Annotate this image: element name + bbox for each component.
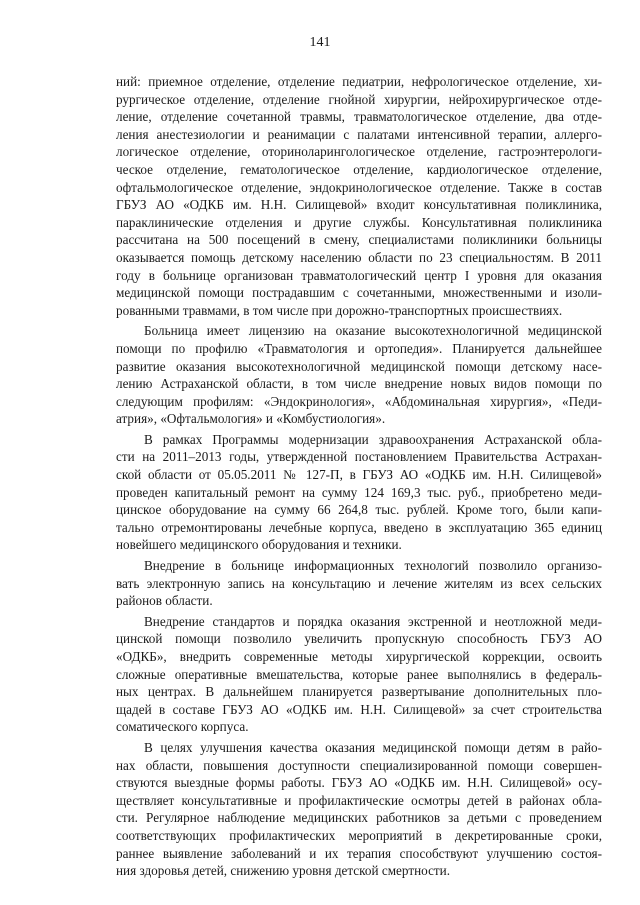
text-line: вать электронную запись на консультацию и лечение жителям из всех сельских	[116, 575, 602, 591]
body-text	[116, 73, 602, 883]
text-line: ных центрах. В дальнейшем планируется развертывание дополнительных пло-	[116, 684, 602, 700]
text-line: «ОДКБ», внедрить современные методы хирургической коррекции, освоить	[116, 649, 602, 664]
text-line: следующим профилям: «Эндокринология», «Абдоминальная хирургия», «Педи-	[116, 393, 602, 409]
text-line: новейшего медицинского оборудования и техники.	[116, 537, 402, 553]
paragraph	[116, 557, 602, 610]
text-line: ствуются выездные формы работы. ГБУЗ АО «ОДКБ им. Н.Н. Силищевой» осу-	[116, 775, 602, 791]
text-line: цинской помощи позволило увеличить пропускную способность ГБУЗ АО	[116, 631, 602, 647]
paragraph	[116, 431, 602, 554]
text-line: рассчитана на 500 посещений в смену, специалистами поликлиники больницы	[116, 232, 602, 248]
text-line: помощи по профилю «Травматология и ортопедия». Планируется дальнейшее	[116, 340, 602, 356]
text-line: цинское оборудование на сумму 66 264,8 тыс. рублей. Кроме того, были капи-	[116, 502, 602, 518]
paragraph	[116, 739, 602, 880]
text-line: В целях улучшения качества оказания медицинской помощи детям в райо-	[144, 739, 602, 755]
text-line: ГБУЗ АО «ОДКБ им. Н.Н. Силищевой» входит консультативная поликлиника,	[116, 197, 602, 213]
text-line: Больница имеет лицензию на оказание высокотехнологичной медицинской	[144, 323, 602, 339]
text-line: тально отремонтированы лечебные корпуса, введено в эксплуатацию 365 единиц	[116, 519, 602, 535]
text-line: соответствующих профилактических мероприятий в декретированные сроки,	[116, 827, 602, 843]
text-line: развитие оказания высокотехнологичной медицинской помощи детскому насе-	[116, 358, 602, 374]
page-number: 141	[309, 35, 331, 50]
text-line: ния здоровья детей, снижению уровня детской смертности.	[116, 863, 451, 879]
text-line: лению Астраханской области, в том числе внедрение новых видов помощи по	[116, 376, 602, 392]
text-line: Внедрение в больнице информационных технологий позволило организо-	[144, 558, 602, 574]
text-line: сти. Регулярное наблюдение медицинских работников за детьми с проведением	[116, 810, 602, 826]
text-line: В рамках Программы модернизации здравоохранения Астраханской обла-	[144, 431, 602, 447]
text-line: ской области от 05.05.2011 № 127-П, в ГБУЗ АО «ОДКБ им. Н.Н. Силищевой»	[116, 467, 602, 483]
paragraph	[116, 322, 602, 428]
text-line: рургическое отделение, отделение гнойной хирургии, нейрохирургическое отде-	[116, 91, 602, 107]
text-line: раннее выявление заболеваний и их терапия способствуют улучшению состоя-	[116, 845, 602, 861]
text-line: ление, отделение сочетанной травмы, травматологическое отделение, два отде-	[116, 109, 602, 125]
text-line: оказывается помощь детскому населению области по 23 специальностям. В 2011	[116, 249, 602, 265]
text-line: атрия», «Офтальмология» и «Комбустиология».	[116, 411, 386, 427]
text-line: соматического корпуса.	[116, 719, 249, 735]
text-line: ний: приемное отделение, отделение педиатрии, нефрологическое отделение, хи-	[116, 74, 602, 89]
text-line: медицинской помощи пострадавшим с сочетанными, множественными и изоли-	[116, 285, 602, 301]
text-line: ления анестезиологии и реанимации с палатами интенсивной терапии, аллерго-	[116, 126, 602, 142]
text-line: районов области.	[116, 593, 213, 609]
text-line: нах области, повышения доступности специализированной помощи совершен-	[116, 757, 602, 773]
text-line: щадей в составе ГБУЗ АО «ОДКБ им. Н.Н. Силищевой» за счет строительства	[116, 701, 602, 717]
text-line: параклинические отделения и другие службы. Консультативная поликлиника	[116, 214, 602, 230]
paragraph	[116, 613, 602, 736]
text-line: году в больнице организован травматологический центр I уровня для оказания	[116, 267, 602, 283]
paragraph	[116, 73, 602, 319]
text-line: Внедрение стандартов и порядка оказания экстренной и неотложной меди-	[144, 613, 602, 629]
text-line: ществляет консультативные и профилактические осмотры детей в районах обла-	[116, 792, 602, 808]
text-line: офтальмологическое отделение, эндокринологическое отделение. Также в состав	[116, 179, 602, 195]
text-line: ческое отделение, гематологическое отделение, кардиологическое отделение,	[116, 161, 602, 177]
text-line: рованными травмами, в том числе при дорожно-транспортных происшествиях.	[116, 302, 563, 318]
text-line: сти на 2011–2013 годы, утвержденной постановлением Правительства Астрахан-	[116, 449, 602, 465]
text-line: проведен капитальный ремонт на сумму 124 169,3 тыс. руб., приобретено меди-	[116, 484, 602, 500]
text-line: сложные оперативные вмешательства, которые ранее выполнялись в федераль-	[116, 666, 602, 682]
text-line: логическое отделение, оториноларингологическое отделение, гастроэнтерологи-	[116, 144, 602, 160]
